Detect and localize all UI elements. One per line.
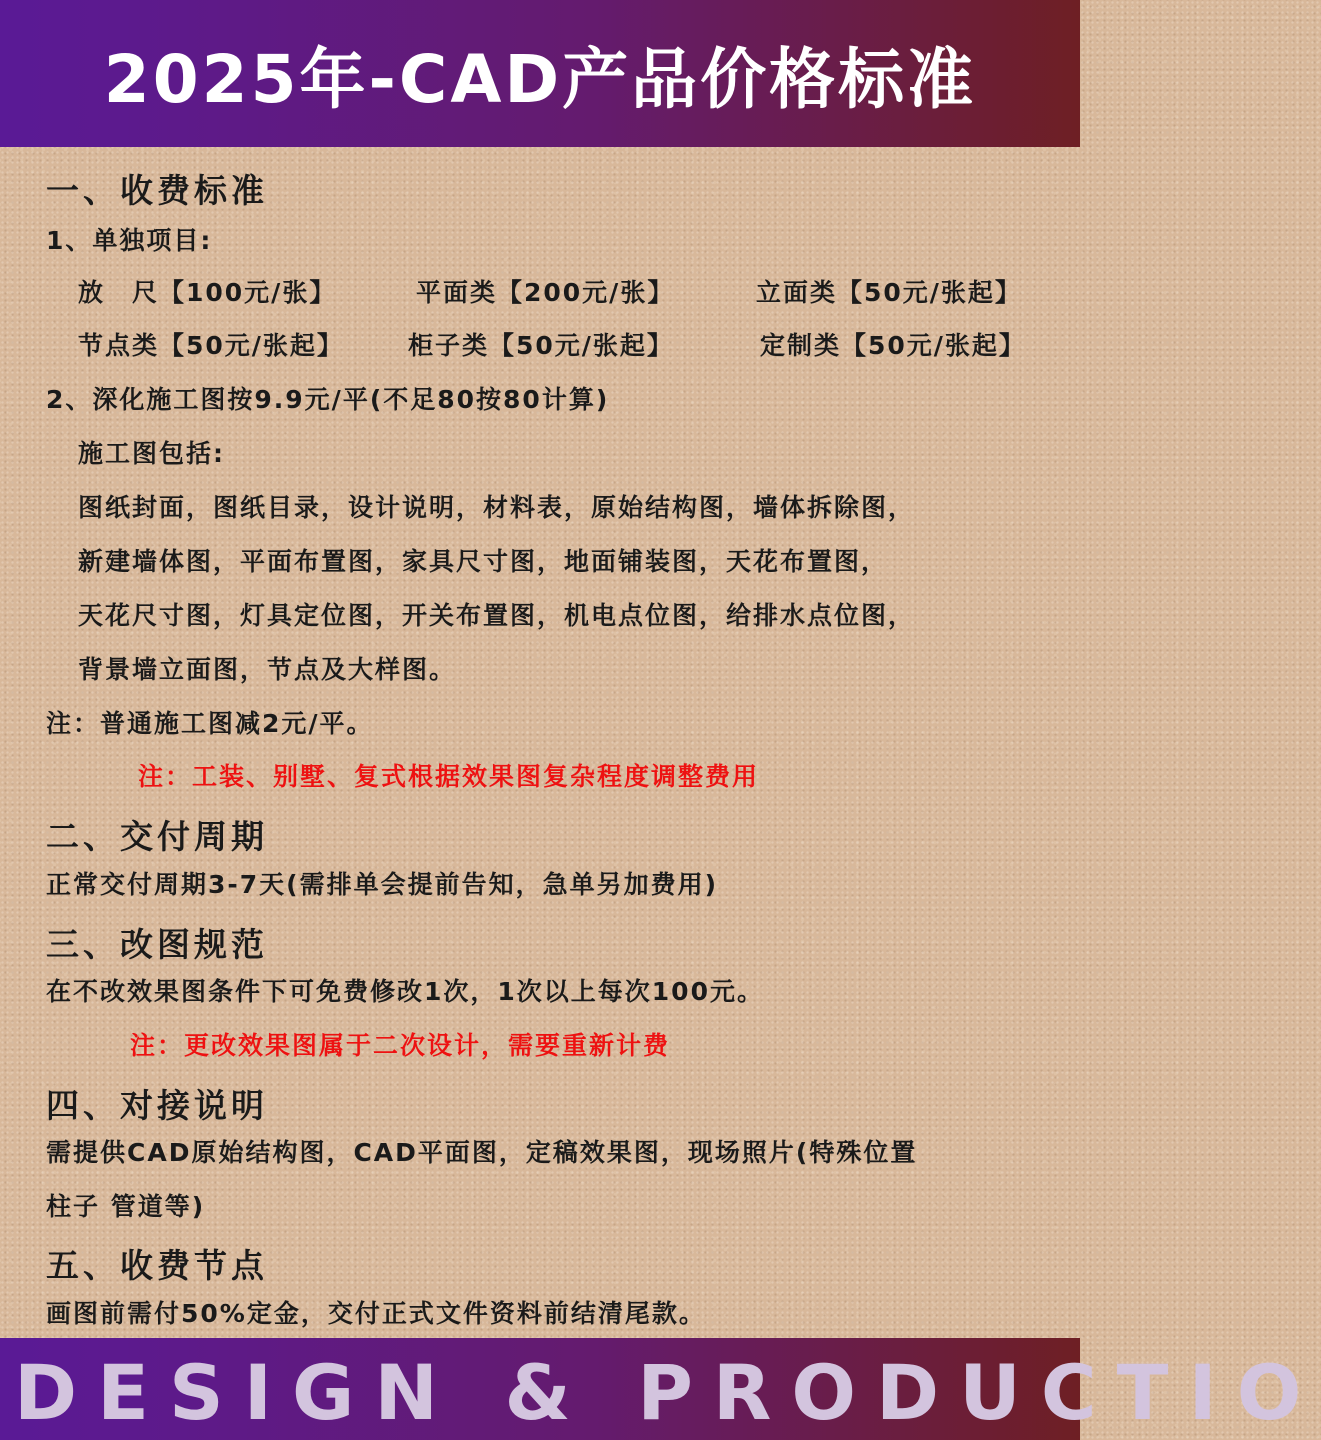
- price-item: 放 尺【100元/张】: [78, 278, 337, 307]
- content-area: [0, 147, 1080, 1338]
- handoff-text: 柱子 管道等): [46, 1192, 206, 1221]
- section-title-payment: 五、收费节点: [46, 1246, 268, 1285]
- item-label-individual: 1、单独项目:: [46, 226, 213, 255]
- includes-line: 天花尺寸图，灯具定位图，开关布置图，机电点位图，给排水点位图，: [78, 601, 916, 630]
- price-item: 节点类【50元/张起】: [78, 331, 344, 360]
- note-normal-drawing: 注：普通施工图减2元/平。: [46, 709, 374, 738]
- handoff-text: 需提供CAD原始结构图，CAD平面图，定稿效果图，现场照片(特殊位置: [46, 1138, 918, 1167]
- title-banner: [0, 0, 1080, 147]
- note-red-redesign: 注：更改效果图属于二次设计，需要重新计费: [130, 1031, 671, 1060]
- revisions-text: 在不改效果图条件下可免费修改1次，1次以上每次100元。: [46, 977, 764, 1006]
- payment-text: 画图前需付50%定金，交付正式文件资料前结清尾款。: [46, 1299, 706, 1328]
- section-title-delivery: 二、交付周期: [46, 817, 268, 856]
- item-detailed-drawing: 2、深化施工图按9.9元/平(不足80按80计算): [46, 385, 610, 414]
- section-title-handoff: 四、对接说明: [46, 1086, 268, 1125]
- page-title: 2025年-CAD产品价格标准: [103, 41, 977, 118]
- includes-line: 图纸封面，图纸目录，设计说明，材料表，原始结构图，墙体拆除图，: [78, 493, 916, 522]
- section-title-revisions: 三、改图规范: [46, 925, 268, 964]
- price-item: 定制类【50元/张起】: [760, 331, 1026, 360]
- price-item: 平面类【200元/张】: [416, 278, 675, 307]
- includes-line: 背景墙立面图，节点及大样图。: [78, 655, 457, 684]
- includes-label: 施工图包括:: [78, 439, 225, 468]
- delivery-text: 正常交付周期3-7天(需排单会提前告知，急单另加费用): [46, 870, 719, 899]
- section-title-fee-standard: 一、收费标准: [46, 171, 268, 210]
- includes-line: 新建墙体图，平面布置图，家具尺寸图，地面铺装图，天花布置图，: [78, 547, 889, 576]
- footer-banner: [0, 1338, 1321, 1440]
- note-red-commercial: 注：工装、别墅、复式根据效果图复杂程度调整费用: [138, 762, 760, 791]
- price-item: 柜子类【50元/张起】: [408, 331, 674, 360]
- price-item: 立面类【50元/张起】: [756, 278, 1022, 307]
- footer-slogan: DESIGN & PRODUCTIO: [14, 1348, 1321, 1437]
